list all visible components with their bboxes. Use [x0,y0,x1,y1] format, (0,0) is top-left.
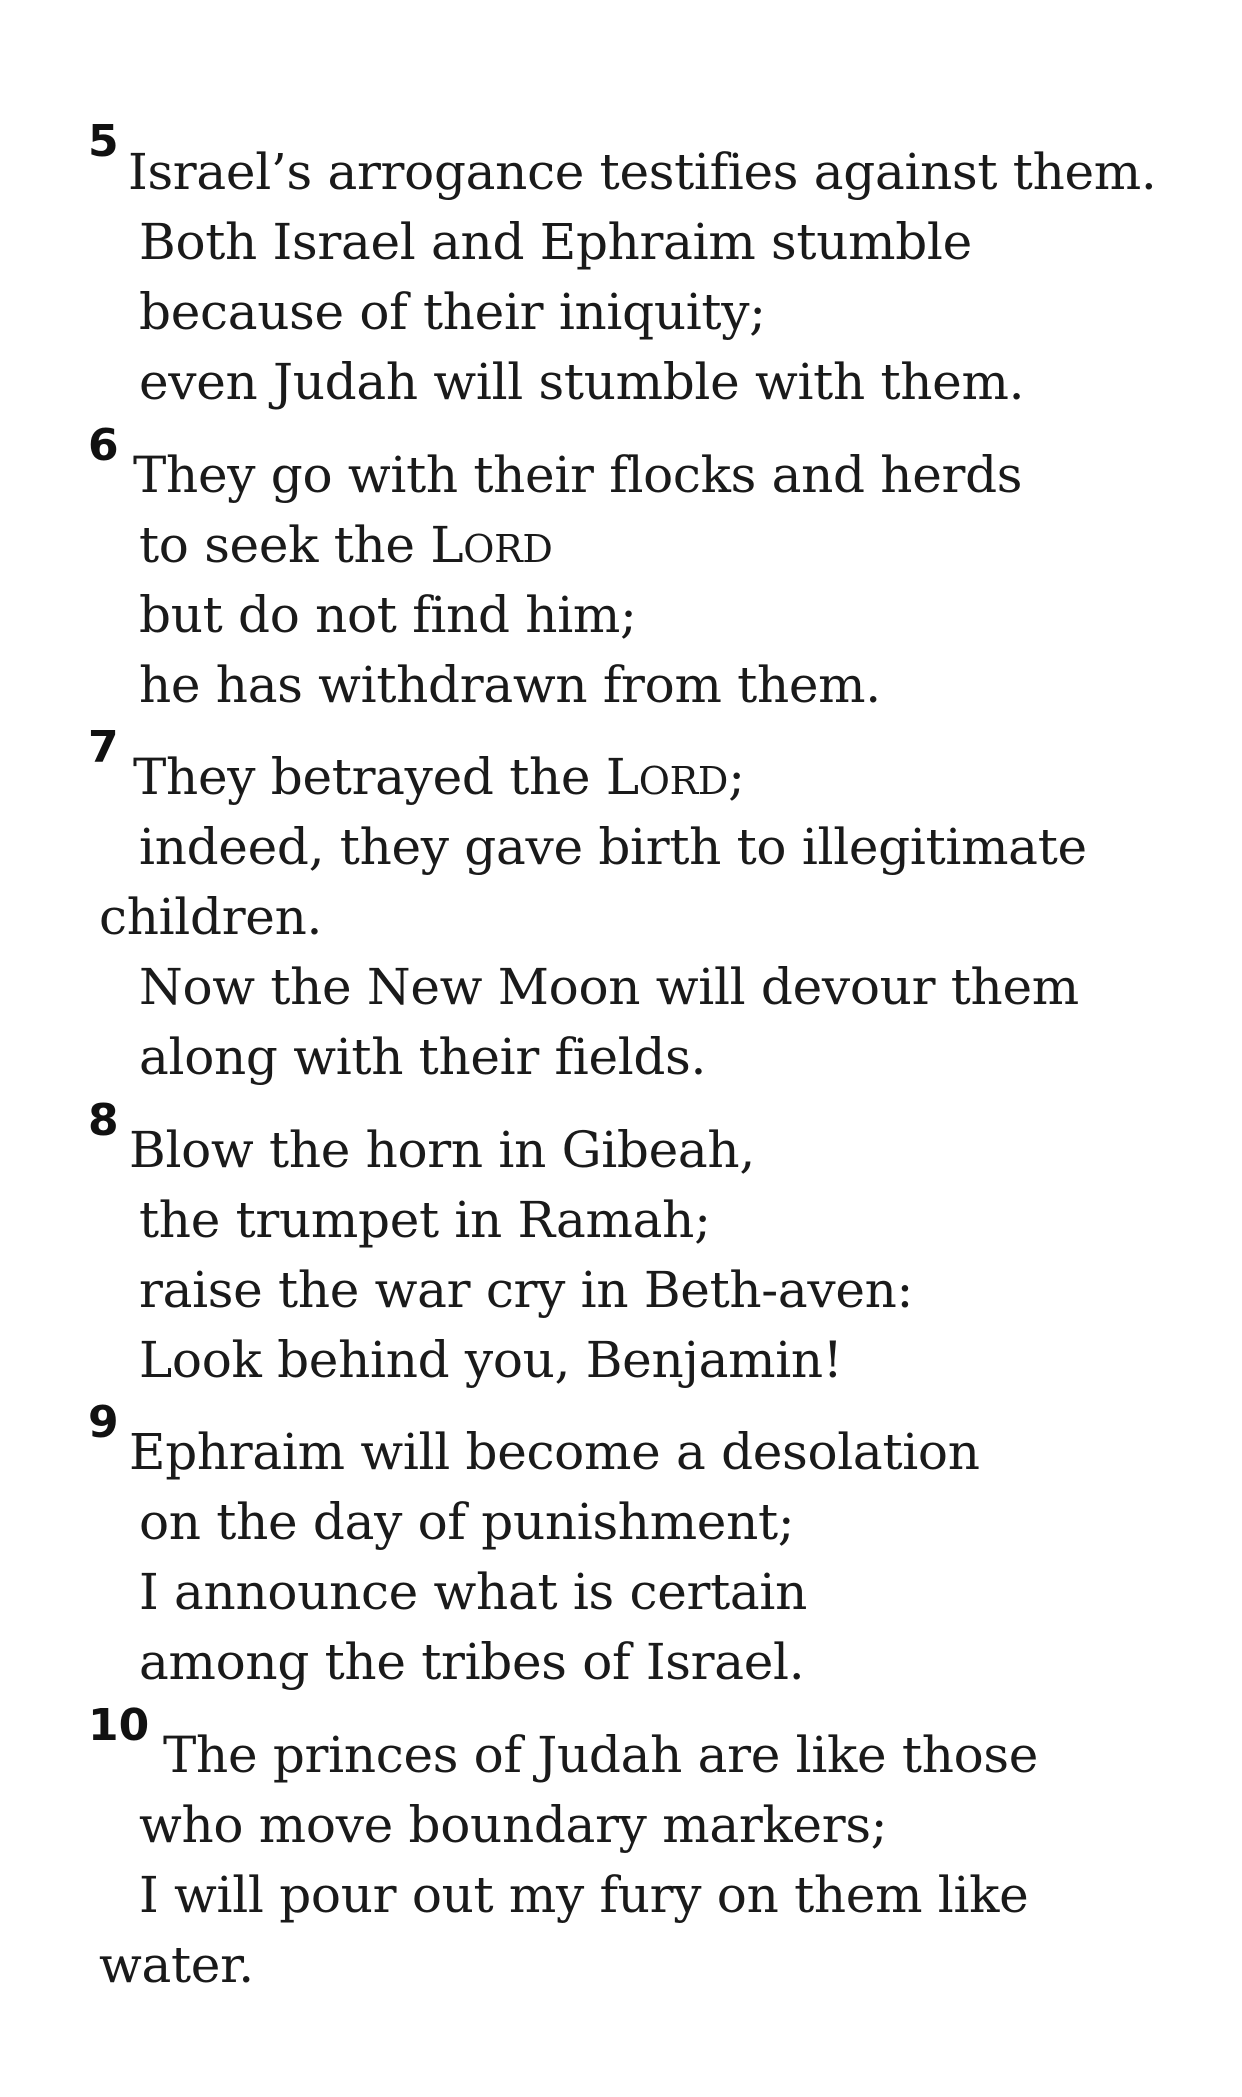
verse-line: indeed, they gave birth to illegitimate [139,818,1087,876]
verse-line: Both Israel and Ephraim stumble [139,213,972,271]
verse-line: raise the war cry in Beth-aven: [139,1261,914,1319]
verse-line: Ephraim will become a desolation [129,1423,980,1481]
verse-number: 6 [88,420,119,471]
verse-number: 5 [88,116,119,167]
verse-line: the trumpet in Ramah; [139,1191,711,1249]
verse-line: children. [99,888,323,946]
verse-line: along with their fields. [139,1028,707,1086]
verse-line: even Judah will stumble with them. [139,353,1025,411]
verse-line: on the day of punishment; [139,1493,795,1551]
verse-line: The princes of Judah are like those [163,1726,1039,1784]
verse-line: among the tribes of Israel. [139,1633,805,1691]
verse-number: 7 [88,722,119,773]
verse-line: Israel’s arrogance testifies against them. [128,143,1157,201]
verse-number: 9 [88,1397,119,1448]
verse-line: They betrayed the LORD; [133,748,745,806]
verse-line: to seek the LORD [139,516,553,574]
verse-line: because of their iniquity; [139,283,766,341]
verse-line: he has withdrawn from them. [139,656,881,714]
verse-line: water. [99,1936,254,1994]
lord-small-caps: LORD [430,516,553,574]
verse-line: Blow the horn in Gibeah, [129,1121,755,1179]
verse-number: 10 [88,1700,150,1751]
verse-line: I will pour out my fury on them like [139,1866,1029,1924]
verse-line: who move boundary markers; [139,1796,888,1854]
verse-line: Look behind you, Benjamin! [139,1331,843,1389]
lord-small-caps: LORD [605,748,729,806]
verse-number: 8 [88,1095,119,1146]
verse-line: but do not find him; [139,586,637,644]
verse-line: They go with their flocks and herds [133,446,1023,504]
verse-line: I announce what is certain [139,1563,807,1621]
verse-line: Now the New Moon will devour them [139,958,1079,1016]
